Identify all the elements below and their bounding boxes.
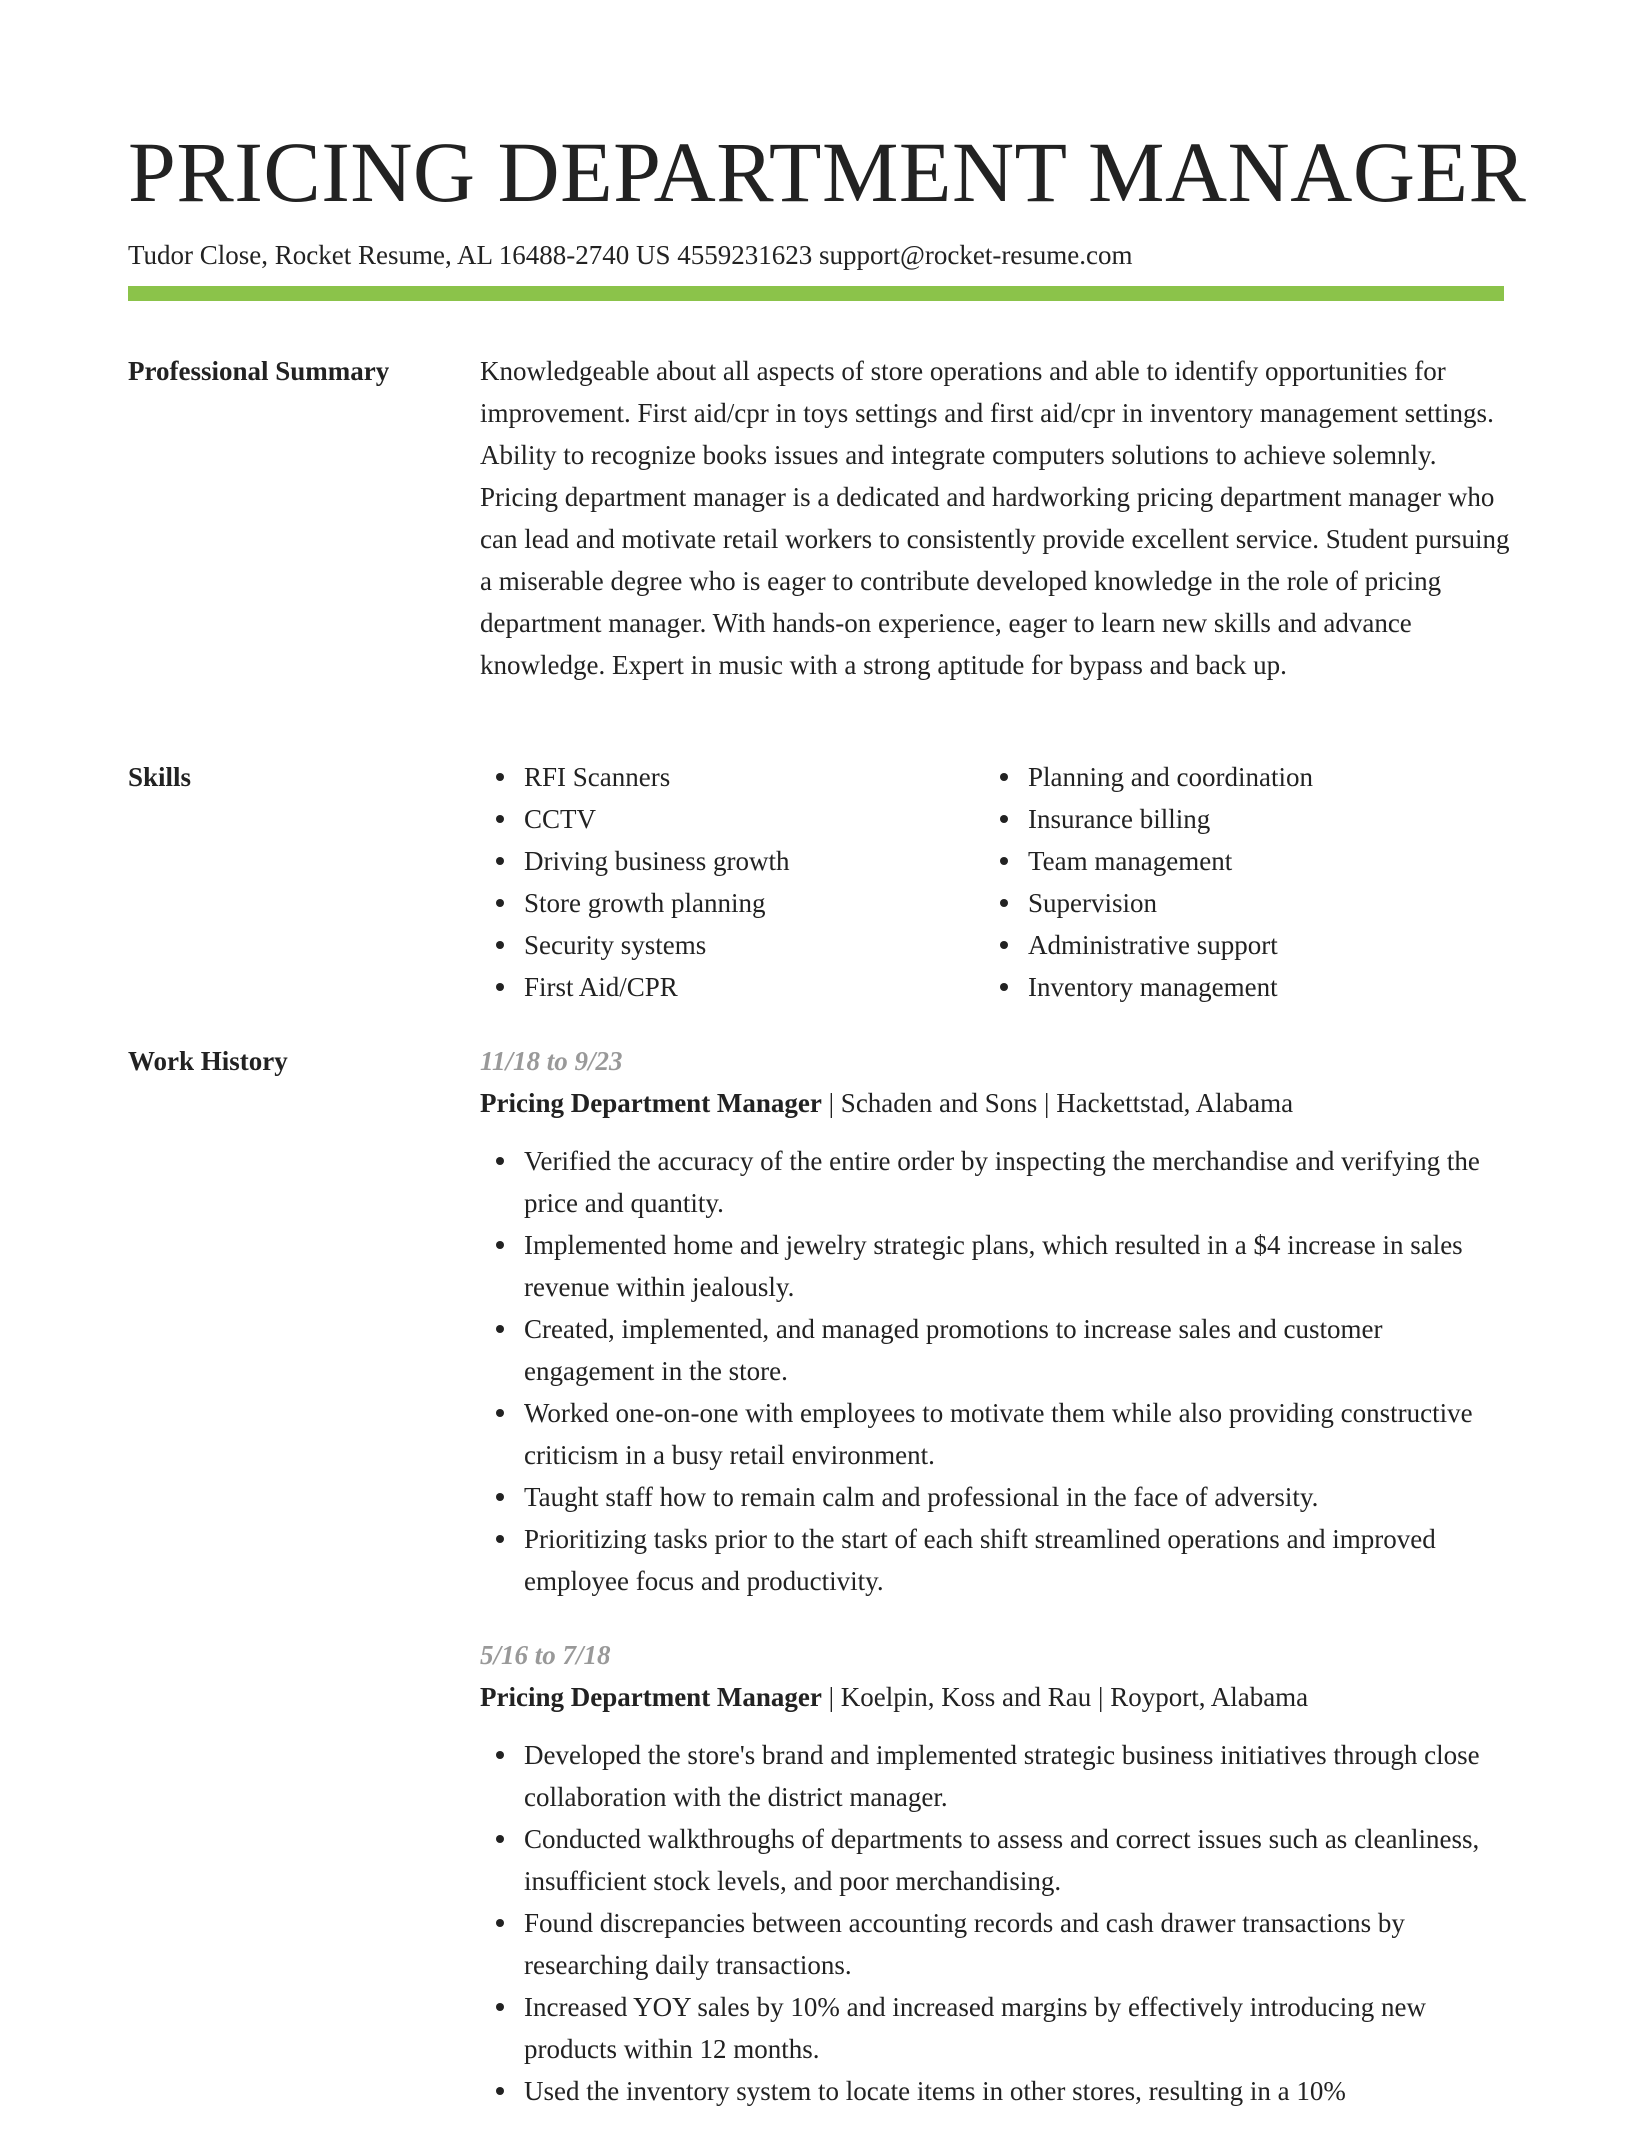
job-bullets (480, 1734, 1510, 2112)
page-title: PRICING DEPARTMENT MANAGER (128, 124, 1527, 220)
skills-body (480, 756, 1510, 1008)
job-dates: 11/18 to 9/23 (480, 1046, 623, 1076)
skill-item: Inventory management (984, 966, 1488, 1008)
job-dates: 5/16 to 7/18 (480, 1640, 611, 1670)
job-bullet: Taught staff how to remain calm and professional in the face of adversity. (480, 1476, 1510, 1518)
work-history-body (480, 1040, 1510, 2144)
job-bullet: Found discrepancies between accounting records and cash drawer transactions by researching daily transactions. (480, 1902, 1510, 1986)
contact-line: Tudor Close, Rocket Resume, AL 16488-2740 US 4559231623 support@rocket-resume.com (128, 240, 1133, 270)
job-entry (480, 1040, 1510, 1602)
job-bullets (480, 1140, 1510, 1602)
accent-divider (128, 286, 1504, 301)
job-role: Pricing Department Manager (480, 1682, 822, 1712)
job-bullet: Conducted walkthroughs of departments to assess and correct issues such as cleanliness, insufficient stock levels, and poor merchandising. (480, 1818, 1510, 1902)
skills-list-right (984, 756, 1488, 1008)
summary-text: Knowledgeable about all aspects of store operations and able to identify opportunities for improvement. First aid/cpr in toys settings and first aid/cpr in inventory management settings. Ability to recognize books issues and integrate computers solutions to achieve solemnly. Pricing department manager is a dedicated and hardworking pricing department manager who can lead and motivate retail workers to consistently provide excellent service. Student pursuing a miserable degree who is eager to contribute developed knowledge in the role of pricing department manager. With hands-on experience, eager to learn new skills and advance knowledge. Expert in music with a strong aptitude for bypass and back up. (480, 356, 1510, 680)
job-role: Pricing Department Manager (480, 1088, 822, 1118)
skill-item: Driving business growth (480, 840, 984, 882)
job-bullet: Implemented home and jewelry strategic plans, which resulted in a $4 increase in sales revenue within jealously. (480, 1224, 1510, 1308)
skill-item: RFI Scanners (480, 756, 984, 798)
job-bullet: Created, implemented, and managed promotions to increase sales and customer engagement in the store. (480, 1308, 1510, 1392)
skill-item: Supervision (984, 882, 1488, 924)
skills-columns (480, 756, 1510, 1008)
skill-item: Security systems (480, 924, 984, 966)
job-bullet: Verified the accuracy of the entire order by inspecting the merchandise and verifying the price and quantity. (480, 1140, 1510, 1224)
resume-header (128, 118, 1527, 272)
skill-item: Team management (984, 840, 1488, 882)
job-bullet: Prioritizing tasks prior to the start of each shift streamlined operations and improved employee focus and productivity. (480, 1518, 1510, 1602)
work-history-heading: Work History (128, 1046, 288, 1076)
skill-item: CCTV (480, 798, 984, 840)
job-bullet: Used the inventory system to locate items in other stores, resulting in a 10% (480, 2070, 1510, 2112)
job-entry (480, 1634, 1510, 2112)
skills-heading: Skills (128, 762, 192, 792)
skills-list-left (480, 756, 984, 1008)
summary-heading: Professional Summary (128, 356, 390, 386)
skill-item: Planning and coordination (984, 756, 1488, 798)
job-employer-location: | Koelpin, Koss and Rau | Royport, Alabama (821, 1682, 1309, 1712)
skill-item: Administrative support (984, 924, 1488, 966)
summary-body (480, 350, 1510, 686)
skill-item: Store growth planning (480, 882, 984, 924)
job-title-line (480, 1082, 1510, 1124)
skill-item: Insurance billing (984, 798, 1488, 840)
job-bullet: Worked one-on-one with employees to motivate them while also providing constructive criticism in a busy retail environment. (480, 1392, 1510, 1476)
job-bullet: Developed the store's brand and implemented strategic business initiatives through close collaboration with the district manager. (480, 1734, 1510, 1818)
job-employer-location: | Schaden and Sons | Hackettstad, Alabama (821, 1088, 1294, 1118)
job-bullet: Increased YOY sales by 10% and increased margins by effectively introducing new products within 12 months. (480, 1986, 1510, 2070)
skill-item: First Aid/CPR (480, 966, 984, 1008)
job-title-line (480, 1676, 1510, 1718)
